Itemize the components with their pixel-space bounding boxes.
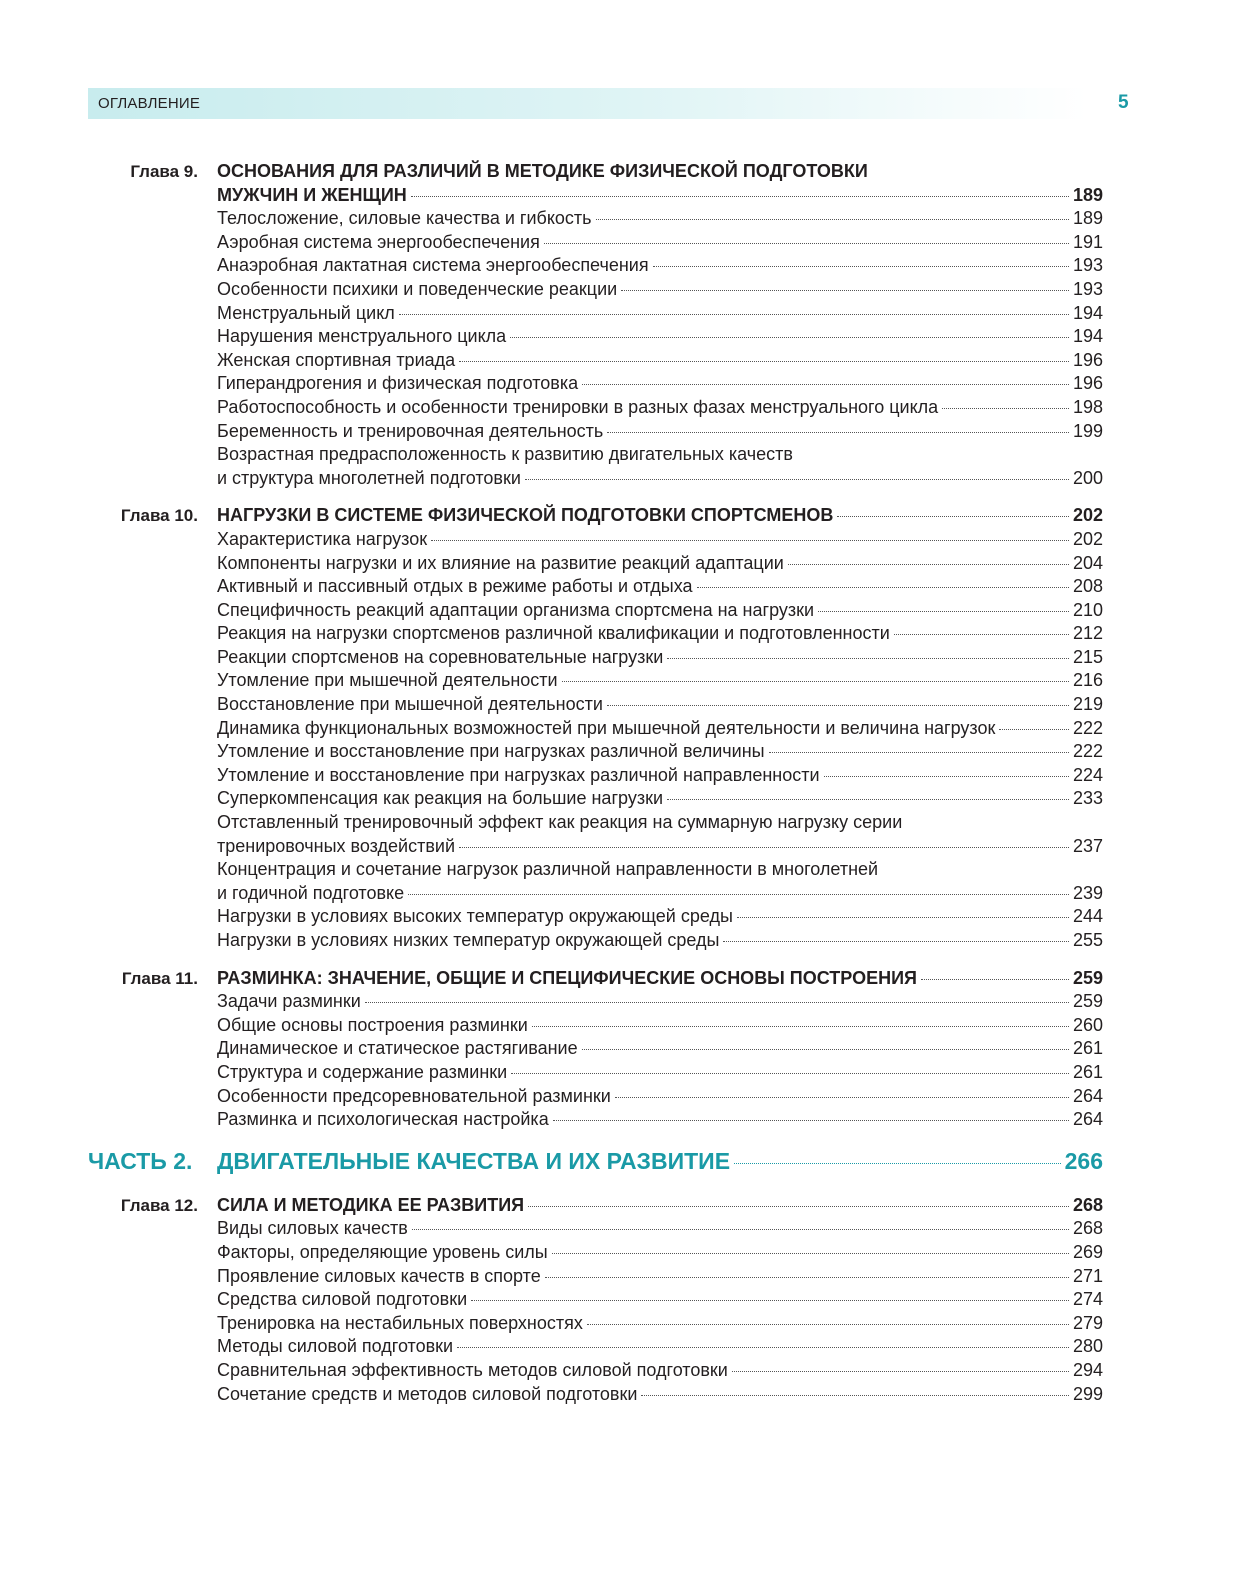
page-ref: 260	[1072, 1014, 1103, 1035]
leader-dots	[942, 408, 1069, 409]
part-title[interactable]: ДВИГАТЕЛЬНЫЕ КАЧЕСТВА И ИХ РАЗВИТИЕ	[217, 1147, 731, 1174]
leader-dots	[408, 894, 1069, 895]
leader-dots	[532, 1026, 1069, 1027]
leader-dots	[788, 564, 1069, 565]
page-ref: 261	[1072, 1061, 1103, 1082]
page-ref: 244	[1072, 906, 1103, 927]
header-band	[88, 88, 1088, 119]
leader-dots	[399, 314, 1069, 315]
page-ref: 239	[1072, 882, 1103, 903]
page-ref: 198	[1072, 396, 1103, 417]
toc-entry[interactable]: Динамика функциональных возможностей при мышечной деятельности и величина нагрузок	[217, 717, 996, 738]
page-ref: 189	[1072, 208, 1103, 229]
page-ref: 194	[1072, 302, 1103, 323]
toc-row	[0, 1014, 1241, 1038]
leader-dots	[431, 540, 1069, 541]
toc-row	[0, 1061, 1241, 1085]
toc-entry[interactable]: Концентрация и сочетание нагрузок различной направленности в многолетней	[217, 859, 879, 880]
leader-dots	[607, 432, 1069, 433]
leader-dots	[667, 799, 1069, 800]
page-ref: 200	[1072, 467, 1103, 488]
toc-row	[0, 575, 1241, 599]
toc-entry[interactable]: Характеристика нагрузок	[217, 528, 428, 549]
page-ref: 268	[1072, 1218, 1103, 1239]
page-ref: 204	[1072, 552, 1103, 573]
toc-entry[interactable]: Средства силовой подготовки	[217, 1289, 468, 1310]
leader-dots	[457, 1347, 1069, 1348]
toc-entry[interactable]: Компоненты нагрузки и их влияние на развитие реакций адаптации	[217, 552, 784, 573]
toc-row	[0, 325, 1241, 349]
toc-entry[interactable]: Гиперандрогения и физическая подготовка	[217, 373, 579, 394]
chapter-title[interactable]: ОСНОВАНИЯ ДЛЯ РАЗЛИЧИЙ В МЕТОДИКЕ ФИЗИЧЕСКОЙ ПОДГОТОВКИ	[217, 161, 868, 181]
leader-dots	[528, 1206, 1069, 1207]
running-header-title: ОГЛАВЛЕНИЕ	[98, 95, 201, 112]
toc-entry[interactable]: Общие основы построения разминки	[217, 1014, 528, 1035]
toc-row	[0, 349, 1241, 373]
page-ref: 189	[1072, 184, 1103, 205]
toc-entry[interactable]: Виды силовых качеств	[217, 1218, 408, 1239]
toc-row	[0, 1217, 1241, 1241]
page-ref: 196	[1072, 349, 1103, 370]
leader-dots	[732, 1371, 1069, 1372]
toc-entry[interactable]: Разминка и психологическая настройка	[217, 1109, 549, 1130]
leader-dots	[544, 243, 1069, 244]
toc-entry[interactable]: Реакция на нагрузки спортсменов различной квалификации и подготовленности	[217, 623, 890, 644]
page-number: 5	[1118, 92, 1129, 113]
toc-entry[interactable]: Задачи разминки	[217, 991, 361, 1012]
page-ref: 268	[1072, 1194, 1103, 1215]
toc-entry[interactable]: Нарушения менструального цикла	[217, 326, 507, 347]
toc-row	[0, 717, 1241, 741]
toc-row	[0, 1085, 1241, 1109]
chapter-9	[0, 160, 1241, 490]
chapter-title[interactable]: НАГРУЗКИ В СИСТЕМЕ ФИЗИЧЕСКОЙ ПОДГОТОВКИ СПОРТСМЕНОВ	[217, 505, 834, 526]
toc-entry[interactable]: Менструальный цикл	[217, 302, 395, 323]
toc-entry[interactable]: Возрастная предрасположенность к развитию двигательных качеств	[217, 444, 793, 465]
chapter-label: Глава 11.	[121, 968, 198, 988]
page-ref: 210	[1072, 599, 1103, 620]
toc-entry[interactable]: Особенности психики и поведенческие реакции	[217, 278, 618, 299]
page-ref: 264	[1072, 1085, 1103, 1106]
toc-row	[0, 254, 1241, 278]
leader-dots	[545, 1277, 1069, 1278]
toc-row	[0, 1108, 1241, 1132]
page-ref: 280	[1072, 1336, 1103, 1357]
toc-entry[interactable]: Нагрузки в условиях высоких температур окружающей среды	[217, 906, 733, 927]
leader-dots	[471, 1300, 1069, 1301]
toc-row	[0, 646, 1241, 670]
page-ref: 219	[1072, 694, 1103, 715]
toc-entry[interactable]: Женская спортивная триада	[217, 349, 456, 370]
toc-entry[interactable]: Специфичность реакций адаптации организма спортсмена на нагрузки	[217, 599, 815, 620]
toc-entry[interactable]: Динамическое и статическое растягивание	[217, 1038, 578, 1059]
leader-dots	[734, 1163, 1061, 1164]
leader-dots	[525, 479, 1069, 480]
leader-dots	[412, 1229, 1069, 1230]
part-label: ЧАСТЬ 2.	[88, 1147, 193, 1174]
leader-dots	[510, 337, 1069, 338]
toc-row	[0, 302, 1241, 326]
page-ref: 261	[1072, 1038, 1103, 1059]
chapter-10	[0, 504, 1241, 952]
leader-dots	[582, 384, 1069, 385]
page-ref: 215	[1072, 646, 1103, 667]
chapter-11	[0, 967, 1241, 1132]
table-of-contents	[0, 160, 1241, 1420]
chapter-label: Глава 9.	[130, 162, 198, 181]
leader-dots	[607, 705, 1069, 706]
toc-row	[0, 420, 1241, 444]
page-ref: 194	[1072, 326, 1103, 347]
toc-row	[0, 207, 1241, 231]
chapter-label: Глава 12.	[120, 1195, 198, 1215]
leader-dots	[582, 1049, 1069, 1050]
page-ref: 222	[1072, 741, 1103, 762]
leader-dots	[621, 290, 1069, 291]
toc-entry[interactable]: Сочетание средств и методов силовой подготовки	[217, 1383, 638, 1404]
leader-dots	[653, 266, 1069, 267]
page-ref: 202	[1072, 505, 1103, 526]
page-ref: 222	[1072, 717, 1103, 738]
chapter-label: Глава 10.	[120, 506, 198, 526]
toc-entry[interactable]: Сравнительная эффективность методов силовой подготовки	[217, 1359, 728, 1380]
leader-dots	[667, 658, 1069, 659]
toc-row	[0, 231, 1241, 255]
toc-row	[0, 1265, 1241, 1289]
toc-row	[0, 1241, 1241, 1265]
page-ref: 299	[1072, 1383, 1103, 1404]
toc-row	[0, 599, 1241, 623]
leader-dots	[837, 516, 1069, 517]
toc-entry[interactable]: Методы силовой подготовки	[217, 1336, 454, 1357]
leader-dots	[818, 611, 1069, 612]
leader-dots	[723, 941, 1069, 942]
toc-row	[0, 905, 1241, 929]
toc-entry-cont[interactable]: и годичной подготовке	[217, 882, 405, 903]
toc-row	[0, 740, 1241, 764]
toc-row	[0, 1312, 1241, 1336]
chapter-12	[0, 1194, 1241, 1406]
toc-entry[interactable]: Проявление силовых качеств в спорте	[217, 1265, 541, 1286]
toc-entry[interactable]: Телосложение, силовые качества и гибкость	[217, 208, 592, 229]
toc-row	[0, 372, 1241, 396]
toc-row	[0, 396, 1241, 420]
leader-dots	[562, 681, 1069, 682]
toc-entry[interactable]: Тренировка на нестабильных поверхностях	[217, 1312, 583, 1333]
toc-entry[interactable]: Восстановление при мышечной деятельности	[217, 694, 603, 715]
page-ref: 264	[1072, 1109, 1103, 1130]
page-ref: 274	[1072, 1289, 1103, 1310]
toc-row	[0, 1359, 1241, 1383]
page-ref: 212	[1072, 623, 1103, 644]
toc-entry[interactable]: Факторы, определяющие уровень силы	[217, 1241, 548, 1262]
leader-dots	[615, 1097, 1069, 1098]
toc-entry[interactable]: Работоспособность и особенности тренировки в разных фазах менструального цикла	[217, 396, 939, 417]
page-ref: 294	[1072, 1359, 1103, 1380]
leader-dots	[596, 219, 1069, 220]
toc-row	[0, 528, 1241, 552]
part-2	[0, 1146, 1241, 1176]
toc-row	[0, 1335, 1241, 1359]
toc-entry[interactable]: Нагрузки в условиях низких температур окружающей среды	[217, 930, 720, 950]
toc-entry[interactable]: Аэробная система энергообеспечения	[217, 231, 540, 252]
leader-dots	[552, 1253, 1069, 1254]
toc-entry-cont[interactable]: и структура многолетней подготовки	[217, 467, 521, 488]
toc-entry[interactable]: Активный и пассивный отдых в режиме работы и отдыха	[217, 576, 693, 597]
leader-dots	[769, 752, 1069, 753]
toc-row	[0, 622, 1241, 646]
toc-row	[0, 278, 1241, 302]
leader-dots	[365, 1002, 1069, 1003]
leader-dots	[511, 1073, 1069, 1074]
toc-row	[0, 1383, 1241, 1407]
page-ref: 233	[1072, 788, 1103, 809]
leader-dots	[459, 361, 1069, 362]
page-ref: 191	[1072, 231, 1103, 252]
toc-row	[0, 787, 1241, 811]
leader-dots	[697, 587, 1069, 588]
leader-dots	[411, 196, 1069, 197]
toc-entry[interactable]: Структура и содержание разминки	[217, 1061, 508, 1082]
toc-entry[interactable]: Особенности предсоревновательной разминки	[217, 1085, 611, 1106]
page-ref: 266	[1064, 1147, 1103, 1174]
toc-entry[interactable]: Анаэробная лактатная система энергообеспечения	[217, 255, 649, 276]
page-ref: 271	[1072, 1265, 1103, 1286]
toc-entry[interactable]: Отставленный тренировочный эффект как реакция на суммарную нагрузку серии	[217, 812, 903, 833]
page-ref: 216	[1072, 670, 1103, 691]
leader-dots	[824, 776, 1069, 777]
toc-entry[interactable]: Суперкомпенсация как реакция на большие нагрузки	[217, 788, 664, 809]
chapter-title-cont[interactable]: МУЖЧИН И ЖЕНЩИН	[217, 184, 407, 205]
page-ref: 193	[1072, 255, 1103, 276]
toc-entry[interactable]: Реакции спортсменов на соревновательные нагрузки	[217, 646, 664, 667]
toc-row	[0, 669, 1241, 693]
leader-dots	[459, 847, 1069, 848]
toc-entry[interactable]: Утомление и восстановление при нагрузках различной направленности	[217, 764, 820, 785]
toc-row	[0, 764, 1241, 788]
toc-row	[0, 693, 1241, 717]
toc-row	[0, 929, 1241, 953]
page-ref: 279	[1072, 1312, 1103, 1333]
toc-entry-cont[interactable]: тренировочных воздействий	[217, 835, 456, 856]
chapter-title[interactable]: СИЛА И МЕТОДИКА ЕЕ РАЗВИТИЯ	[217, 1194, 525, 1215]
page-ref: 259	[1072, 991, 1103, 1012]
page-ref: 208	[1072, 576, 1103, 597]
toc-row	[0, 552, 1241, 576]
toc-entry[interactable]: Утомление при мышечной деятельности	[217, 670, 558, 691]
page-ref: 202	[1072, 528, 1103, 549]
page-ref: 199	[1072, 420, 1103, 441]
page-ref: 196	[1072, 373, 1103, 394]
chapter-title[interactable]: РАЗМИНКА: ЗНАЧЕНИЕ, ОБЩИЕ И СПЕЦИФИЧЕСКИЕ ОСНОВЫ ПОСТРОЕНИЯ	[217, 967, 917, 988]
toc-entry[interactable]: Беременность и тренировочная деятельность	[217, 420, 604, 441]
page-ref: 259	[1072, 967, 1103, 988]
page-ref: 255	[1072, 930, 1103, 950]
leader-dots	[894, 634, 1069, 635]
page-ref: 237	[1072, 835, 1103, 856]
leader-dots	[587, 1324, 1069, 1325]
leader-dots	[737, 917, 1069, 918]
leader-dots	[921, 979, 1069, 980]
leader-dots	[641, 1395, 1069, 1396]
page-ref: 224	[1072, 764, 1103, 785]
toc-row	[0, 990, 1241, 1014]
toc-row	[0, 1288, 1241, 1312]
page-ref: 193	[1072, 278, 1103, 299]
toc-entry[interactable]: Утомление и восстановление при нагрузках различной величины	[217, 741, 765, 762]
leader-dots	[553, 1120, 1069, 1121]
page-ref: 269	[1072, 1241, 1103, 1262]
toc-row	[0, 1037, 1241, 1061]
leader-dots	[999, 729, 1069, 730]
